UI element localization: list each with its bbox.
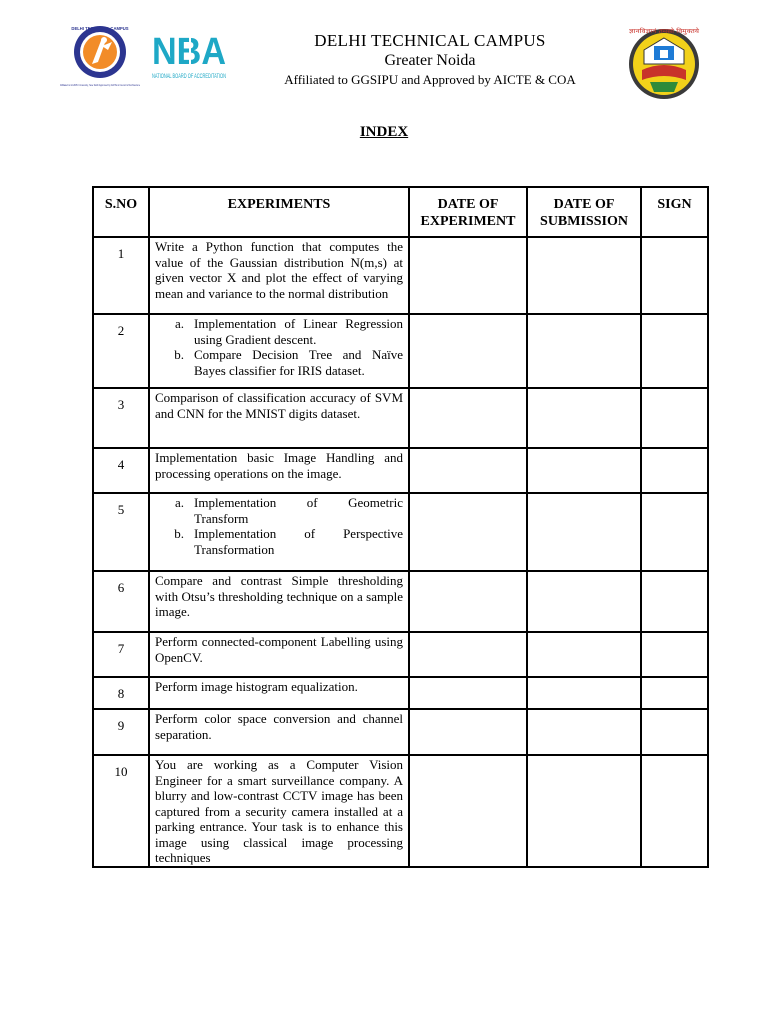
row-sno: 1: [93, 237, 149, 314]
subitem-text: Implementation of Linear Regression using Gradient descent.: [194, 316, 403, 347]
date-experiment-cell[interactable]: [409, 314, 527, 388]
ggsipu-logo: [622, 24, 706, 102]
table-row: [93, 314, 708, 388]
row-experiment: [149, 755, 409, 867]
date-experiment-cell[interactable]: [409, 571, 527, 632]
row-sno: 10: [93, 755, 149, 867]
date-submission-cell[interactable]: [527, 388, 641, 448]
sign-cell[interactable]: [641, 314, 708, 388]
date-submission-cell[interactable]: [527, 677, 641, 709]
experiment-text: You are working as a Computer Vision Engineer for a smart surveillance company. A blurry and low-contrast CCTV image has been captured from a security camera installed at a parking entrance. Your task is to enhance this image using classical image processing techniques: [155, 757, 403, 865]
subitem-text: Implementation of Perspective Transformation: [194, 526, 403, 557]
table-row: [93, 388, 708, 448]
row-sno: 5: [93, 493, 149, 571]
experiment-text: Implementation basic Image Handling and processing operations on the image.: [155, 450, 403, 481]
table-row: [93, 709, 708, 755]
sign-cell[interactable]: [641, 755, 708, 867]
table-row: [93, 448, 708, 493]
sign-cell[interactable]: [641, 677, 708, 709]
row-sno: 4: [93, 448, 149, 493]
index-title: INDEX: [359, 124, 409, 140]
row-experiment: [149, 571, 409, 632]
table-row: [93, 493, 708, 571]
table-body: [93, 237, 708, 867]
sign-cell[interactable]: [641, 709, 708, 755]
experiment-text: Write a Python function that computes the value of the Gaussian distribution N(m,s) at given vector X and plot the effect of varying mean and variance to the normal distribution: [155, 239, 403, 301]
experiment-subitem: [155, 526, 403, 557]
table-row: [93, 237, 708, 314]
date-submission-cell[interactable]: [527, 632, 641, 677]
sign-cell[interactable]: [641, 237, 708, 314]
row-sno: 7: [93, 632, 149, 677]
date-experiment-cell[interactable]: [409, 237, 527, 314]
experiment-text: Compare and contrast Simple thresholding with Otsu’s thresholding technique on a sample image.: [155, 573, 403, 619]
col-header-date-submission: DATE OF SUBMISSION: [527, 187, 641, 237]
subitem-text: Implementation of Geometric Transform: [194, 495, 403, 526]
dtc-logo-caption: Affiliated to GGSIPU University, New Delhi Approved by AICTE & Council of Architecture: [60, 85, 150, 87]
date-experiment-cell[interactable]: [409, 632, 527, 677]
experiment-subitem: [155, 347, 403, 378]
nba-logo-mark: NBA: [152, 31, 226, 73]
date-experiment-cell[interactable]: [409, 755, 527, 867]
table-row: [93, 571, 708, 632]
date-submission-cell[interactable]: [527, 237, 641, 314]
dtc-logo: [58, 24, 150, 94]
nba-logo-caption: NATIONAL BOARD OF ACCREDITATION: [152, 73, 226, 80]
experiment-text: Perform connected-component Labelling using OpenCV.: [155, 634, 403, 665]
date-experiment-cell[interactable]: [409, 709, 527, 755]
subitem-marker: a.: [174, 495, 184, 510]
campus-city: Greater Noida: [384, 52, 476, 69]
col-header-date-experiment: DATE OF EXPERIMENT: [409, 187, 527, 237]
date-experiment-cell[interactable]: [409, 493, 527, 571]
document-header: [0, 0, 768, 110]
row-experiment: [149, 237, 409, 314]
ggsipu-logo-motto: ज्ञानविज्ञानं तमसो विमुक्तये: [629, 28, 687, 35]
date-submission-cell[interactable]: [527, 709, 641, 755]
experiment-text: Perform color space conversion and channel separation.: [155, 711, 403, 742]
row-sno: 2: [93, 314, 149, 388]
table-row: [93, 632, 708, 677]
date-submission-cell[interactable]: [527, 493, 641, 571]
sign-cell[interactable]: [641, 632, 708, 677]
subitem-marker: b.: [174, 526, 184, 541]
sign-cell[interactable]: [641, 571, 708, 632]
experiment-text: Perform image histogram equalization.: [155, 679, 358, 694]
sign-cell[interactable]: [641, 388, 708, 448]
date-submission-cell[interactable]: [527, 755, 641, 867]
table-header-row: [93, 187, 708, 237]
subitem-marker: b.: [174, 347, 184, 362]
date-submission-cell[interactable]: [527, 314, 641, 388]
index-table: [92, 186, 709, 868]
row-experiment: [149, 632, 409, 677]
dtc-logo-name: DELHI TECHNICAL CAMPUS: [71, 26, 129, 31]
date-submission-cell[interactable]: [527, 448, 641, 493]
subitem-text: Compare Decision Tree and Naïve Bayes classifier for IRIS dataset.: [194, 347, 403, 378]
row-experiment: [149, 388, 409, 448]
row-experiment: [149, 448, 409, 493]
row-sno: 6: [93, 571, 149, 632]
col-header-sign: SIGN: [641, 187, 708, 237]
table-row: [93, 755, 708, 867]
date-experiment-cell[interactable]: [409, 448, 527, 493]
col-header-experiments: EXPERIMENTS: [149, 187, 409, 237]
sign-cell[interactable]: [641, 448, 708, 493]
nba-logo: [150, 28, 230, 90]
campus-affiliation: Affiliated to GGSIPU and Approved by AICTE & COA: [284, 72, 576, 87]
row-experiment: [149, 314, 409, 388]
campus-info: [250, 31, 610, 89]
campus-name: DELHI TECHNICAL CAMPUS: [314, 31, 546, 50]
row-experiment: [149, 677, 409, 709]
row-sno: 9: [93, 709, 149, 755]
row-sno: 8: [93, 677, 149, 709]
table-row: [93, 677, 708, 709]
col-header-sno: S.NO: [93, 187, 149, 237]
row-experiment: [149, 493, 409, 571]
subitem-marker: a.: [174, 316, 184, 331]
sign-cell[interactable]: [641, 493, 708, 571]
row-sno: 3: [93, 388, 149, 448]
row-experiment: [149, 709, 409, 755]
experiment-subitem: [155, 495, 403, 526]
date-experiment-cell[interactable]: [409, 677, 527, 709]
date-submission-cell[interactable]: [527, 571, 641, 632]
experiment-subitem: [155, 316, 403, 347]
date-experiment-cell[interactable]: [409, 388, 527, 448]
experiment-text: Comparison of classification accuracy of SVM and CNN for the MNIST digits dataset.: [155, 390, 403, 421]
